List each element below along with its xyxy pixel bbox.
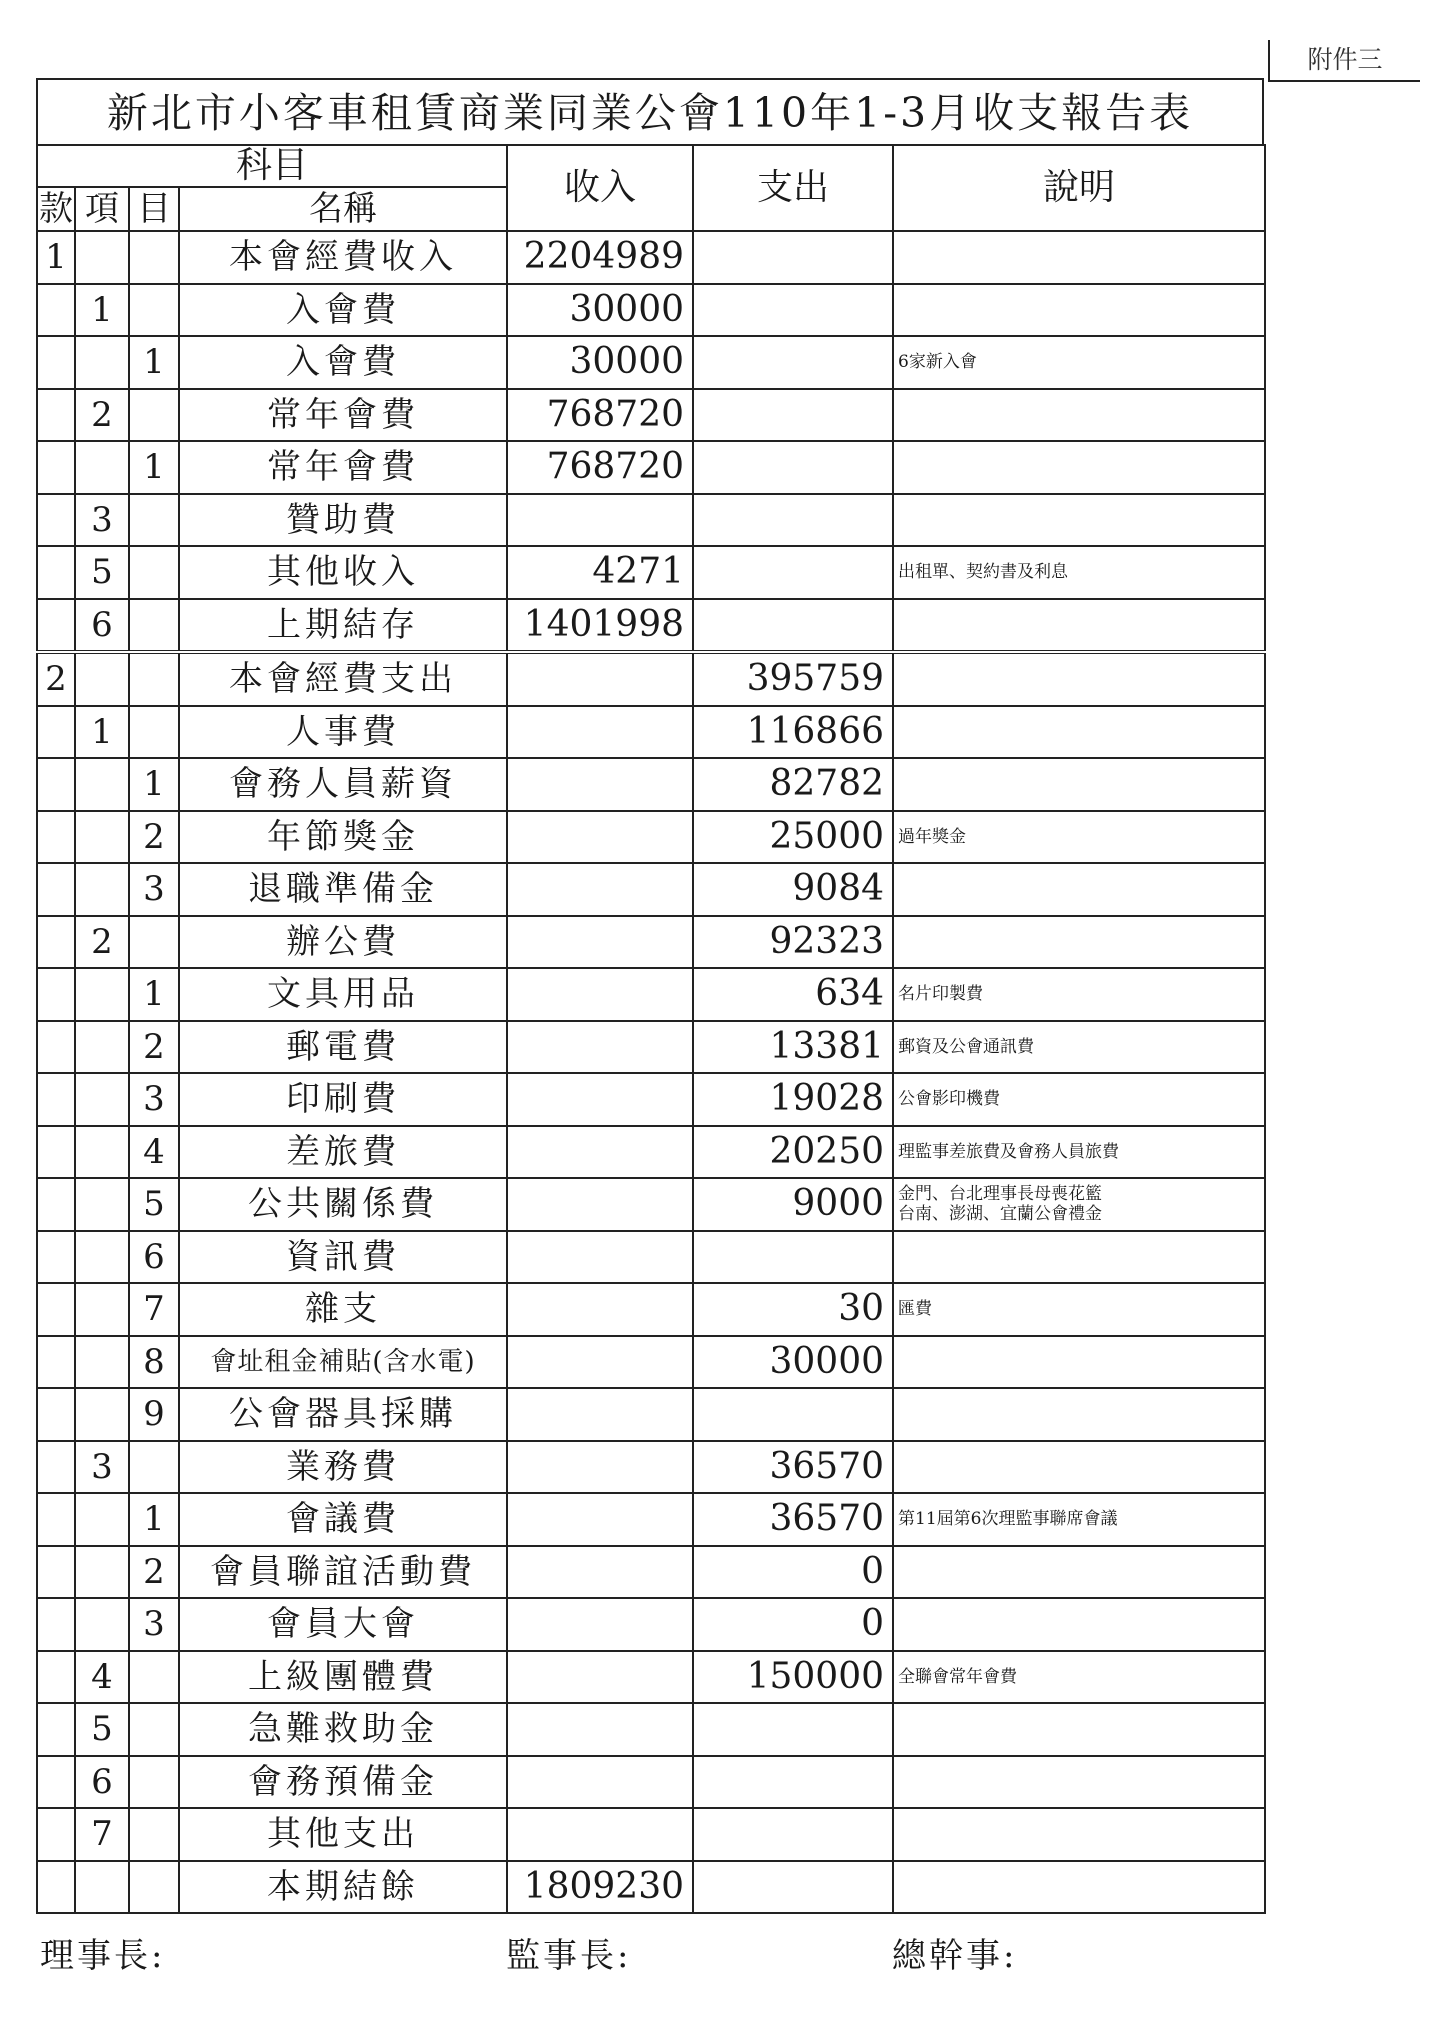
- item-name-cell: 公會器具採購: [179, 1388, 507, 1441]
- item-name-cell: 辦公費: [179, 916, 507, 969]
- income-cell: [507, 863, 693, 916]
- table-row: [37, 811, 1265, 864]
- expense-cell: 395759: [693, 652, 893, 706]
- subject-header: 科目: [37, 145, 507, 187]
- income-cell: [507, 1073, 693, 1126]
- note-cell: [893, 706, 1265, 759]
- mu-cell: 2: [129, 811, 179, 864]
- xiang-cell: [75, 231, 129, 284]
- note-cell: 全聯會常年會費: [893, 1651, 1265, 1704]
- kuan-header: 款: [39, 189, 73, 229]
- note-cell: [893, 1598, 1265, 1651]
- mu-cell: [129, 916, 179, 969]
- expense-cell: [693, 231, 893, 284]
- expense-cell: [693, 1388, 893, 1441]
- xiang-cell: [75, 1598, 129, 1651]
- income-cell: [507, 1546, 693, 1599]
- kuan-cell: [37, 1021, 75, 1074]
- table-row: [37, 1441, 1265, 1494]
- kuan-cell: [37, 284, 75, 337]
- table-row: [37, 1703, 1265, 1756]
- item-name-cell: 入會費: [179, 284, 507, 337]
- xiang-cell: [75, 1336, 129, 1389]
- income-cell: [507, 1388, 693, 1441]
- xiang-cell: [75, 441, 129, 494]
- note-cell: 郵資及公會通訊費: [893, 1021, 1265, 1074]
- income-cell: 1809230: [507, 1861, 693, 1914]
- kuan-cell: [37, 336, 75, 389]
- table-row: [37, 1283, 1265, 1336]
- note-cell: [893, 1336, 1265, 1389]
- income-cell: 30000: [507, 284, 693, 337]
- kuan-cell: [37, 916, 75, 969]
- item-name-cell: 郵電費: [179, 1021, 507, 1074]
- supervisor-signature-label: 監事長:: [506, 1936, 632, 1976]
- expense-cell: 36570: [693, 1493, 893, 1546]
- item-name-cell: 其他支出: [179, 1808, 507, 1861]
- xiang-cell: 1: [75, 706, 129, 759]
- item-name-cell: 文具用品: [179, 968, 507, 1021]
- expense-cell: 30000: [693, 1336, 893, 1389]
- kuan-cell: [37, 758, 75, 811]
- table-row: [37, 758, 1265, 811]
- item-name-cell: 會址租金補貼(含水電): [179, 1336, 507, 1389]
- note-cell: [893, 1808, 1265, 1861]
- mu-cell: 7: [129, 1283, 179, 1336]
- table-row: [37, 1388, 1265, 1441]
- item-name-cell: 常年會費: [179, 441, 507, 494]
- income-cell: 2204989: [507, 231, 693, 284]
- income-cell: [507, 1126, 693, 1179]
- income-cell: 30000: [507, 336, 693, 389]
- note-cell: 金門、台北理事長母喪花籃 台南、澎湖、宜蘭公會禮金: [893, 1178, 1265, 1231]
- expense-cell: 19028: [693, 1073, 893, 1126]
- xiang-cell: 6: [75, 599, 129, 653]
- item-name-cell: 會員大會: [179, 1598, 507, 1651]
- table-row: [37, 284, 1265, 337]
- income-cell: [507, 1178, 693, 1231]
- income-cell: 4271: [507, 546, 693, 599]
- mu-cell: 3: [129, 1598, 179, 1651]
- expense-cell: 13381: [693, 1021, 893, 1074]
- xiang-cell: [75, 863, 129, 916]
- mu-cell: [129, 231, 179, 284]
- note-cell: [893, 916, 1265, 969]
- note-cell: 過年獎金: [893, 811, 1265, 864]
- mu-header: 目: [129, 187, 179, 231]
- note-cell: 第11屆第6次理監事聯席會議: [893, 1493, 1265, 1546]
- expense-cell: 9000: [693, 1178, 893, 1231]
- table-row: [37, 441, 1265, 494]
- mu-cell: [129, 494, 179, 547]
- note-cell: [893, 1546, 1265, 1599]
- xiang-cell: 4: [75, 1651, 129, 1704]
- table-row: [37, 1021, 1265, 1074]
- xiang-cell: [75, 1283, 129, 1336]
- income-cell: [507, 811, 693, 864]
- note-cell: [893, 1231, 1265, 1284]
- note-cell: [893, 1756, 1265, 1809]
- xiang-cell: [75, 1021, 129, 1074]
- xiang-cell: 2: [75, 916, 129, 969]
- xiang-cell: [75, 968, 129, 1021]
- kuan-cell: [37, 546, 75, 599]
- xiang-cell: [75, 1493, 129, 1546]
- expense-cell: [693, 336, 893, 389]
- expense-cell: [693, 546, 893, 599]
- kuan-cell: [37, 1546, 75, 1599]
- mu-cell: [129, 599, 179, 653]
- table-row: [37, 389, 1265, 442]
- mu-cell: [129, 1808, 179, 1861]
- note-cell: [893, 1388, 1265, 1441]
- mu-cell: 1: [129, 336, 179, 389]
- expense-cell: 36570: [693, 1441, 893, 1494]
- item-name-cell: 常年會費: [179, 389, 507, 442]
- income-cell: [507, 1598, 693, 1651]
- kuan-cell: [37, 441, 75, 494]
- table-row: [37, 1808, 1265, 1861]
- kuan-cell: [37, 1178, 75, 1231]
- expense-cell: 150000: [693, 1651, 893, 1704]
- kuan-cell: [37, 389, 75, 442]
- kuan-cell: [37, 1598, 75, 1651]
- income-cell: [507, 968, 693, 1021]
- secretary-general-signature-label: 總幹事:: [892, 1936, 1018, 1976]
- table-row: [37, 1073, 1265, 1126]
- xiang-cell: [75, 1231, 129, 1284]
- kuan-cell: [37, 1073, 75, 1126]
- table-row: [37, 336, 1265, 389]
- mu-cell: [129, 546, 179, 599]
- item-name-cell: 本會經費支出: [179, 652, 507, 706]
- income-cell: [507, 1703, 693, 1756]
- expense-cell: 92323: [693, 916, 893, 969]
- mu-cell: 1: [129, 758, 179, 811]
- note-cell: [893, 1703, 1265, 1756]
- mu-cell: [129, 1861, 179, 1914]
- item-name-cell: 年節獎金: [179, 811, 507, 864]
- expense-cell: [693, 494, 893, 547]
- xiang-cell: [75, 652, 129, 706]
- table-row: [37, 1651, 1265, 1704]
- income-cell: 1401998: [507, 599, 693, 653]
- item-name-cell: 雜支: [179, 1283, 507, 1336]
- item-name-cell: 退職準備金: [179, 863, 507, 916]
- kuan-cell: [37, 1861, 75, 1914]
- table-row: [37, 863, 1265, 916]
- expense-cell: [693, 389, 893, 442]
- income-cell: 768720: [507, 441, 693, 494]
- note-cell: 理監事差旅費及會務人員旅費: [893, 1126, 1265, 1179]
- kuan-cell: [37, 1388, 75, 1441]
- income-cell: [507, 652, 693, 706]
- xiang-cell: 1: [75, 284, 129, 337]
- expense-header: 支出: [693, 145, 893, 231]
- table-row: [37, 1598, 1265, 1651]
- table-row: [37, 706, 1265, 759]
- xiang-header: 項: [75, 187, 129, 231]
- xiang-cell: [75, 758, 129, 811]
- note-cell: [893, 758, 1265, 811]
- mu-cell: [129, 1703, 179, 1756]
- item-name-cell: 本會經費收入: [179, 231, 507, 284]
- expense-cell: [693, 441, 893, 494]
- expense-cell: [693, 1756, 893, 1809]
- table-row: [37, 599, 1265, 653]
- expense-cell: [693, 1861, 893, 1914]
- kuan-cell: [37, 968, 75, 1021]
- xiang-cell: [75, 1546, 129, 1599]
- item-name-cell: 資訊費: [179, 1231, 507, 1284]
- mu-cell: 6: [129, 1231, 179, 1284]
- note-cell: 出租單、契約書及利息: [893, 546, 1265, 599]
- item-name-cell: 會議費: [179, 1493, 507, 1546]
- note-cell: [893, 231, 1265, 284]
- xiang-cell: 3: [75, 494, 129, 547]
- kuan-cell: [37, 1336, 75, 1389]
- note-cell: 匯費: [893, 1283, 1265, 1336]
- item-name-cell: 其他收入: [179, 546, 507, 599]
- xiang-cell: [75, 1178, 129, 1231]
- table-row: [37, 1178, 1265, 1231]
- note-cell: [893, 284, 1265, 337]
- mu-cell: 1: [129, 441, 179, 494]
- xiang-cell: [75, 336, 129, 389]
- expense-cell: 0: [693, 1546, 893, 1599]
- item-name-cell: 會務人員薪資: [179, 758, 507, 811]
- expense-cell: 82782: [693, 758, 893, 811]
- kuan-cell: [37, 1808, 75, 1861]
- mu-cell: 9: [129, 1388, 179, 1441]
- name-header: 名稱: [179, 187, 507, 231]
- mu-cell: [129, 1441, 179, 1494]
- income-cell: [507, 916, 693, 969]
- kuan-cell: [37, 599, 75, 653]
- mu-cell: 3: [129, 863, 179, 916]
- item-name-cell: 公共關係費: [179, 1178, 507, 1231]
- note-cell: 公會影印機費: [893, 1073, 1265, 1126]
- mu-cell: 2: [129, 1021, 179, 1074]
- xiang-cell: 5: [75, 1703, 129, 1756]
- income-cell: [507, 1021, 693, 1074]
- item-name-cell: 會員聯誼活動費: [179, 1546, 507, 1599]
- expense-cell: 116866: [693, 706, 893, 759]
- kuan-cell: [37, 1126, 75, 1179]
- expense-cell: 0: [693, 1598, 893, 1651]
- table-row: [37, 652, 1265, 706]
- note-cell: [893, 1441, 1265, 1494]
- note-cell: [893, 494, 1265, 547]
- income-expense-table: [36, 144, 1266, 1914]
- table-row: [37, 968, 1265, 1021]
- income-cell: [507, 1336, 693, 1389]
- income-cell: [507, 494, 693, 547]
- mu-cell: [129, 1651, 179, 1704]
- expense-cell: [693, 599, 893, 653]
- table-row: [37, 916, 1265, 969]
- item-name-cell: 本期結餘: [179, 1861, 507, 1914]
- note-cell: [893, 599, 1265, 653]
- table-row: [37, 1231, 1265, 1284]
- kuan-cell: 1: [37, 231, 75, 284]
- xiang-cell: [75, 1388, 129, 1441]
- kuan-cell: [37, 863, 75, 916]
- item-name-cell: 人事費: [179, 706, 507, 759]
- xiang-cell: 3: [75, 1441, 129, 1494]
- mu-cell: [129, 1756, 179, 1809]
- item-name-cell: 印刷費: [179, 1073, 507, 1126]
- income-cell: [507, 1441, 693, 1494]
- income-cell: [507, 1231, 693, 1284]
- note-cell: [893, 652, 1265, 706]
- table-row: [37, 231, 1265, 284]
- kuan-cell: [37, 1756, 75, 1809]
- kuan-cell: [37, 706, 75, 759]
- expense-cell: 25000: [693, 811, 893, 864]
- item-name-cell: 急難救助金: [179, 1703, 507, 1756]
- expense-cell: [693, 1231, 893, 1284]
- table-row: [37, 494, 1265, 547]
- note-cell: [893, 1861, 1265, 1914]
- mu-cell: [129, 706, 179, 759]
- mu-cell: [129, 652, 179, 706]
- item-name-cell: 業務費: [179, 1441, 507, 1494]
- note-cell: [893, 863, 1265, 916]
- item-name-cell: 會務預備金: [179, 1756, 507, 1809]
- mu-cell: 4: [129, 1126, 179, 1179]
- kuan-cell: [37, 1493, 75, 1546]
- xiang-cell: [75, 811, 129, 864]
- kuan-cell: 2: [37, 652, 75, 706]
- xiang-cell: 2: [75, 389, 129, 442]
- mu-cell: 1: [129, 1493, 179, 1546]
- item-name-cell: 差旅費: [179, 1126, 507, 1179]
- kuan-cell: [37, 1231, 75, 1284]
- kuan-cell: [37, 1651, 75, 1704]
- income-cell: [507, 1493, 693, 1546]
- expense-cell: [693, 284, 893, 337]
- table-row: [37, 1126, 1265, 1179]
- income-cell: [507, 1756, 693, 1809]
- chairman-signature-label: 理事長:: [40, 1936, 166, 1976]
- mu-cell: [129, 389, 179, 442]
- note-cell: [893, 389, 1265, 442]
- xiang-cell: [75, 1861, 129, 1914]
- expense-cell: 9084: [693, 863, 893, 916]
- table-row: [37, 1861, 1265, 1914]
- table-row: [37, 1546, 1265, 1599]
- note-cell: [893, 441, 1265, 494]
- note-cell: 名片印製費: [893, 968, 1265, 1021]
- income-cell: [507, 1651, 693, 1704]
- xiang-cell: [75, 1126, 129, 1179]
- mu-cell: [129, 284, 179, 337]
- expense-cell: 634: [693, 968, 893, 1021]
- page-title: 新北市小客車租賃商業同業公會110年1-3月收支報告表: [36, 78, 1264, 144]
- kuan-cell: [37, 811, 75, 864]
- table-body: [37, 231, 1265, 1913]
- income-cell: [507, 706, 693, 759]
- item-name-cell: 贊助費: [179, 494, 507, 547]
- item-name-cell: 入會費: [179, 336, 507, 389]
- kuan-cell: [37, 1283, 75, 1336]
- item-name-cell: 上期結存: [179, 599, 507, 653]
- note-cell: 6家新入會: [893, 336, 1265, 389]
- table-row: [37, 1336, 1265, 1389]
- item-name-cell: 上級團體費: [179, 1651, 507, 1704]
- xiang-cell: 7: [75, 1808, 129, 1861]
- expense-cell: [693, 1808, 893, 1861]
- kuan-cell: [37, 1441, 75, 1494]
- income-cell: [507, 758, 693, 811]
- expense-cell: [693, 1703, 893, 1756]
- table-row: [37, 546, 1265, 599]
- income-header: 收入: [507, 145, 693, 231]
- income-cell: [507, 1283, 693, 1336]
- income-cell: [507, 1808, 693, 1861]
- table-row: [37, 1756, 1265, 1809]
- mu-cell: 3: [129, 1073, 179, 1126]
- kuan-cell: [37, 1703, 75, 1756]
- income-cell: 768720: [507, 389, 693, 442]
- kuan-cell: [37, 494, 75, 547]
- mu-cell: 2: [129, 1546, 179, 1599]
- attachment-label: 附件三: [1268, 40, 1420, 82]
- mu-cell: 8: [129, 1336, 179, 1389]
- expense-cell: 20250: [693, 1126, 893, 1179]
- mu-cell: 1: [129, 968, 179, 1021]
- table-row: [37, 1493, 1265, 1546]
- xiang-cell: [75, 1073, 129, 1126]
- note-header: 說明: [893, 145, 1265, 231]
- expense-cell: 30: [693, 1283, 893, 1336]
- mu-cell: 5: [129, 1178, 179, 1231]
- xiang-cell: 6: [75, 1756, 129, 1809]
- xiang-cell: 5: [75, 546, 129, 599]
